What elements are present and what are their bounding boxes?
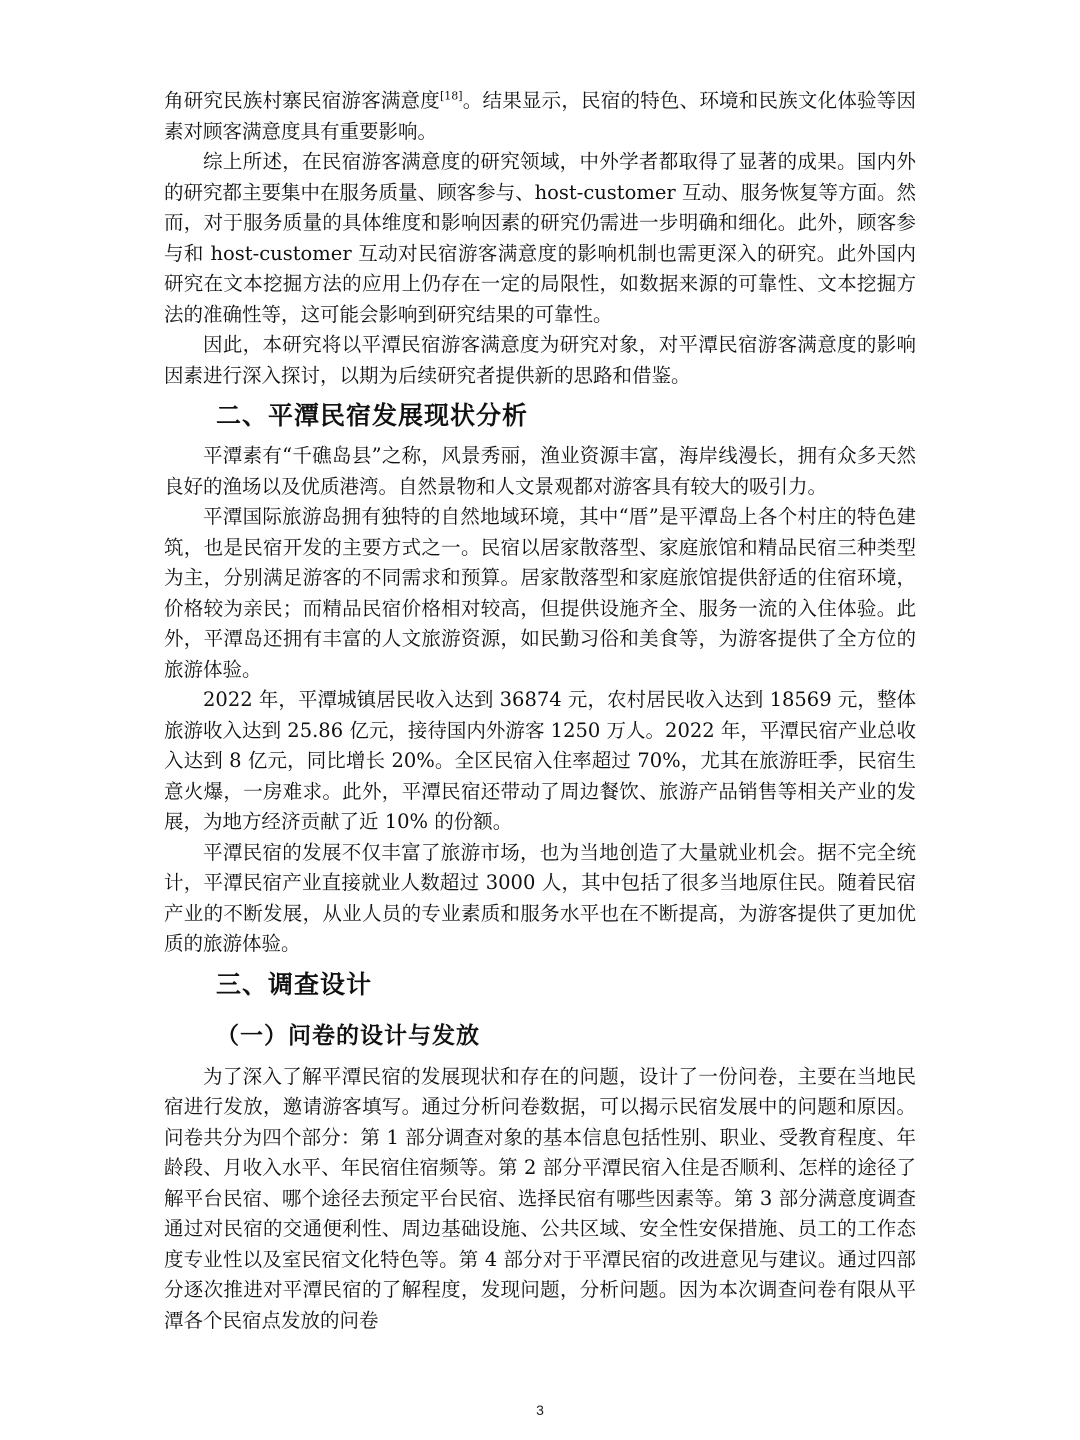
document-page	[164, 86, 916, 1336]
paragraph-text: 。结果显示，民宿的特色、环境和民族文化体验等因素对顾客满意度具有重要影响。	[164, 89, 916, 143]
paragraph-research-aim: 因此，本研究将以平潭民宿游客满意度为研究对象，对平潭民宿游客满意度的影响因素进行深入探讨，以期为后续研究者提供新的思路和借鉴。	[164, 333, 916, 387]
paragraph-statistics: 2022 年，平潭城镇居民收入达到 36874 元，农村居民收入达到 18569 元，整体旅游收入达到 25.86 亿元，接待国内外游客 1250 万人。2022 年，平潭民宿产业总收入达到 8 亿元，同比增长 20%。全区民宿入住率超过 70%，尤其在旅游旺季，民宿生意火爆，一房难求。此外，平潭民宿还带动了周边餐饮、旅游产品销售等相关产业的发展，为地方经济贡献了近 10% 的份额。	[164, 688, 916, 833]
paragraph-questionnaire: 为了深入了解平潭民宿的发展现状和存在的问题，设计了一份问卷，主要在当地民宿进行发放，邀请游客填写。通过分析问卷数据，可以揭示民宿发展中的问题和原因。问卷共分为四个部分：第 1 部分调查对象的基本信息包括性别、职业、受教育程度、年龄段、月收入水平、年民宿住宿频等。第 2 部分平潭民宿入住是否顺利、怎样的途径了解平台民宿、哪个途径去预定平台民宿、选择民宿有哪些因素等。第 3 部分满意度调查通过对民宿的交通便利性、周边基础设施、公共区域、安全性安保措施、员工的工作态度专业性以及室民宿文化特色等。第 4 部分对于平潭民宿的改进意见与建议。通过四部分逐次推进对平潭民宿的了解程度，发现问题，分析问题。因为本次调查问卷有限从平潭各个民宿点发放的问卷	[164, 1064, 916, 1332]
paragraph-continuation	[164, 86, 916, 147]
section-heading-3: 三、调查设计	[216, 969, 373, 999]
paragraph-summary: 综上所述，在民宿游客满意度的研究领域，中外学者都取得了显著的成果。国内外的研究都主要集中在服务质量、顾客参与、host-customer 互动、服务恢复等方面。然而，对于服务质量的具体维度和影响因素的研究仍需进一步明确和细化。此外，顾客参与和 host-customer 互动对民宿游客满意度的影响机制也需更深入的研究。此外国内研究在文本挖掘方法的应用上仍存在一定的局限性，如数据来源的可靠性、文本挖掘方法的准确性等，这可能会影响到研究结果的可靠性。	[164, 150, 916, 326]
paragraph-employment: 平潭民宿的发展不仅丰富了旅游市场，也为当地创造了大量就业机会。据不完全统计，平潭民宿产业直接就业人数超过 3000 人，其中包括了很多当地原住民。随着民宿产业的不断发展，从业人员的专业素质和服务水平也在不断提高，为游客提供了更加优质的旅游体验。	[164, 840, 916, 955]
page-number: 3	[536, 1402, 544, 1418]
subsection-heading-3-1: （一）问卷的设计与发放	[216, 1022, 480, 1049]
paragraph-text: 角研究民族村寨民宿游客满意度	[164, 89, 440, 112]
citation-reference: [18]	[439, 89, 463, 103]
paragraph-pingtan-intro: 平潭素有“千礁岛县”之称，风景秀丽，渔业资源丰富，海岸线漫长，拥有众多天然良好的渔场以及优质港湾。自然景物和人文景观都对游客具有较大的吸引力。	[164, 444, 916, 498]
paragraph-homestay-types: 平潭国际旅游岛拥有独特的自然地域环境，其中“厝”是平潭岛上各个村庄的特色建筑，也是民宿开发的主要方式之一。民宿以居家散落型、家庭旅馆和精品民宿三种类型为主，分别满足游客的不同需求和预算。居家散落型和家庭旅馆提供舒适的住宿环境，价格较为亲民；而精品民宿价格相对较高，但提供设施齐全、服务一流的入住体验。此外，平潭岛还拥有丰富的人文旅游资源，如民勤习俗和美食等，为游客提供了全方位的旅游体验。	[164, 505, 916, 681]
section-heading-2: 二、平潭民宿发展现状分析	[216, 401, 529, 430]
